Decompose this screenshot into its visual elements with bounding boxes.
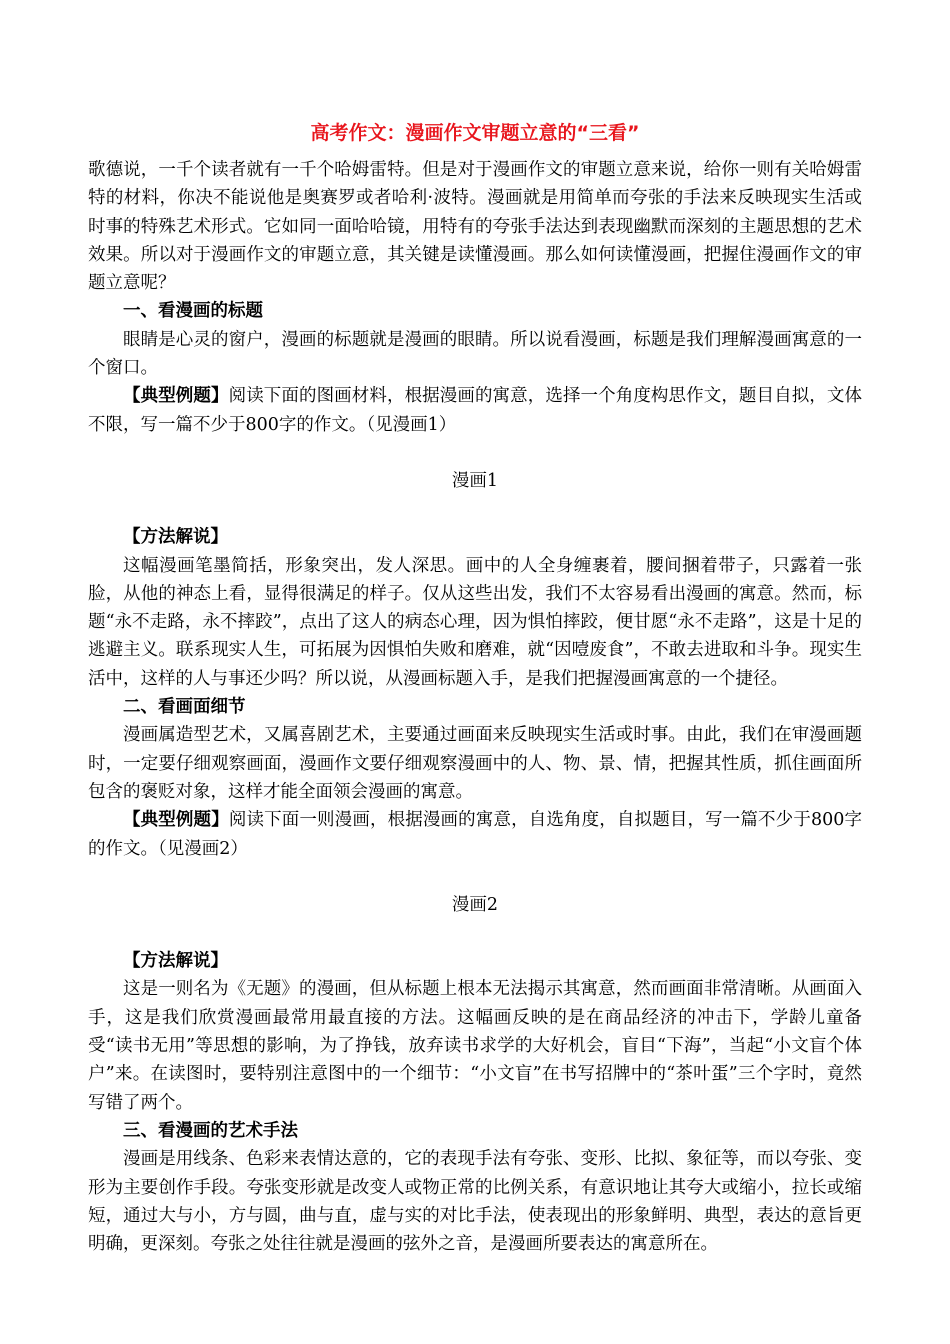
- method-2-paragraph: 这是一则名为《无题》的漫画，但从标题上根本无法揭示其寓意，然而画面非常清晰。从画面入手，这是我们欣赏漫画最常用最直接的方法。这幅画反映的是在商品经济的冲击下，学龄儿童备受“读书无用”等思想的影响，为了挣钱，放弃读书求学的大好机会，盲目“下海”，当起“小文盲个体户”来。在读图时，要特别注意图中的一个细节：“小文盲”在书写招牌中的“茶叶蛋”三个字时，竟然写错了两个。: [88, 979, 862, 1113]
- intro-paragraph: 歌德说，一千个读者就有一千个哈姆雷特。但是对于漫画作文的审题立意来说，给你一则有关哈姆雷特的材料，你决不能说他是奥赛罗或者哈利·波特。漫画就是用简单而夸张的手法来反映现实生活或时事的特殊艺术形式。它如同一面哈哈镜，用特有的夸张手法达到表现幽默而深刻的主题思想的艺术效果。所以对于漫画作文的审题立意，其关键是读懂漫画。那么如何读懂漫画，把握住漫画作文的审题立意呢？: [88, 160, 862, 294]
- document-page: [88, 118, 862, 1258]
- section-1-heading: 一、看漫画的标题: [123, 301, 263, 322]
- cartoon-1-caption: 漫画1: [451, 470, 499, 491]
- section-1-paragraph: 眼睛是心灵的窗户，漫画的标题就是漫画的眼睛。所以说看漫画，标题是我们理解漫画寓意的一个窗口。: [88, 329, 862, 379]
- method-1-paragraph: 这幅漫画笔墨简括，形象突出，发人深思。画中的人全身缠裹着，腰间捆着带子，只露着一张脸，从他的神态上看，显得很满足的样子。仅从这些出发，我们不太容易看出漫画的寓意。然而，标题“永不走路，永不摔跤”，点出了这人的病态心理，因为惧怕摔跤，便甘愿“永不走路”，这是十足的逃避主义。联系现实人生，可拓展为因惧怕失败和磨难，就“因噎废食”，不敢去进取和斗争。现实生活中，这样的人与事还少吗？所以说，从漫画标题入手，是我们把握漫画寓意的一个捷径。: [88, 555, 862, 689]
- section-3-heading: 三、看漫画的艺术手法: [123, 1120, 298, 1141]
- example-tag: 【典型例题】: [123, 810, 229, 831]
- page-title: 高考作文：漫画作文审题立意的“三看”: [310, 122, 640, 144]
- cartoon-2-caption: 漫画2: [451, 894, 499, 915]
- section-3-paragraph: 漫画是用线条、色彩来表情达意的，它的表现手法有夸张、变形、比拟、象征等，而以夸张、变形为主要创作手段。夸张变形就是改变人或物正常的比例关系，有意识地让其夸大或缩小，拉长或缩短，通过大与小，方与圆，曲与直，虚与实的对比手法，使表现出的形象鲜明、典型，表达的意旨更明确，更深刻。夸张之处往往就是漫画的弦外之音，是漫画所要表达的寓意所在。: [88, 1149, 862, 1255]
- example-text: 阅读下面的图画材料，根据漫画的寓意，选择一个角度构思作文，题目自拟，文体不限，写一篇不少于800字的作文。（见漫画1）: [88, 386, 863, 435]
- section-1-example: [88, 382, 862, 439]
- section-2-heading: 二、看画面细节: [123, 697, 246, 718]
- method-1-heading: 【方法解说】: [123, 527, 228, 548]
- method-2-heading: 【方法解说】: [123, 951, 228, 972]
- section-2-paragraph: 漫画属造型艺术，又属喜剧艺术，主要通过画面来反映现实生活或时事。由此，我们在审漫画题时，一定要仔细观察画面，漫画作文要仔细观察漫画中的人、物、景、情，把握其性质，抓住画面所包含的褒贬对象，这样才能全面领会漫画的寓意。: [88, 725, 862, 802]
- section-2-example: [88, 806, 862, 863]
- example-tag: 【典型例题】: [123, 386, 229, 407]
- example-text: 阅读下面一则漫画，根据漫画的寓意，自选角度，自拟题目，写一篇不少于800字的作文。（见漫画2）: [88, 810, 862, 859]
